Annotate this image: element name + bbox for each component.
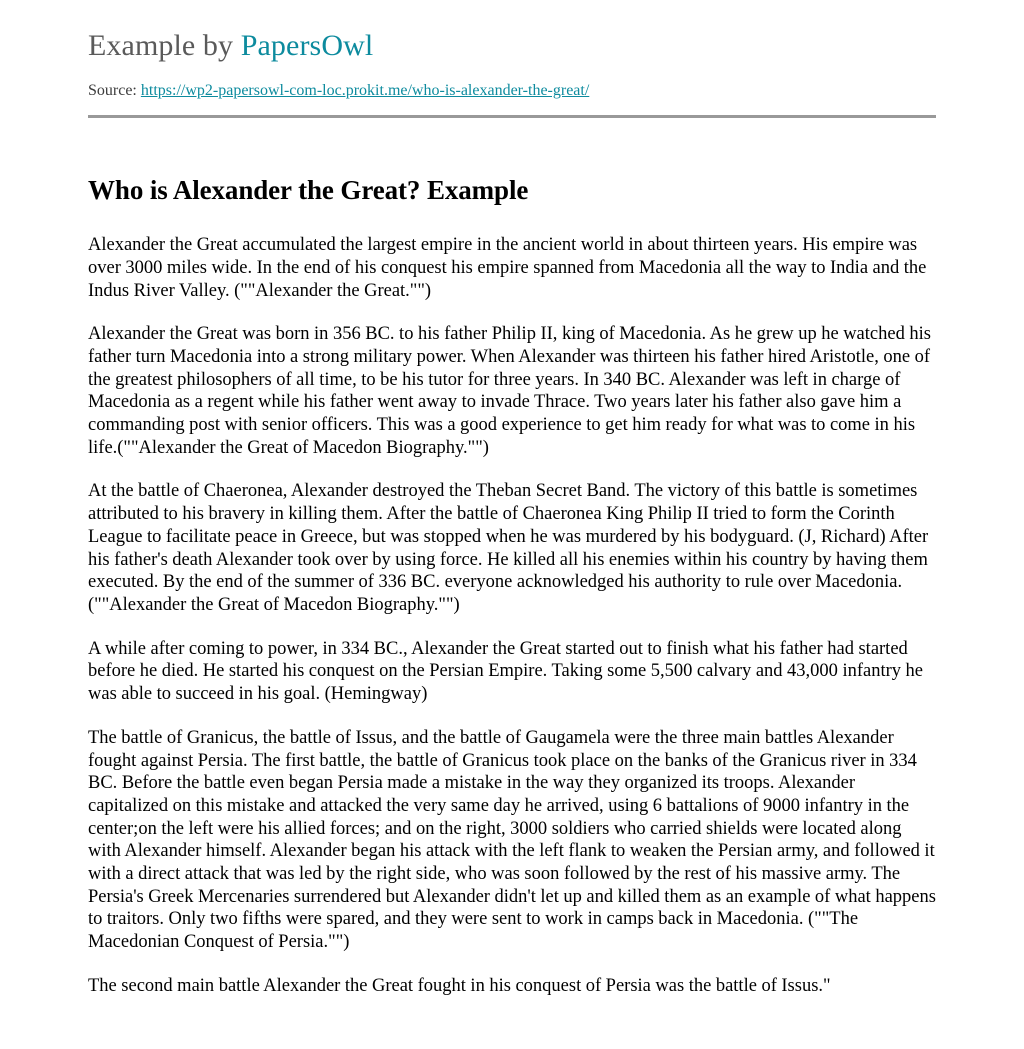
page-header bbox=[0, 0, 1024, 101]
article-paragraph: A while after coming to power, in 334 BC., Alexander the Great started out to finish what his father had started before he died. He started his conquest on the Persian Empire. Taking some 5,500 calvary and 43,000 infantry he was able to succeed in his goal. (Hemingway) bbox=[88, 638, 923, 705]
article-paragraph: The battle of Granicus, the battle of Issus, and the battle of Gaugamela were the three main battles Alexander fought against Persia. The first battle, the battle of Granicus took place on the banks of the Granicus river in 334 BC. Before the battle even began Persia made a mistake in the way they organized its troops. Alexander capitalized on this mistake and attacked the very same day he arrived, using 6 battalions of 9000 infantry in the center;on the left were his allied forces; and on the right, 3000 soldiers who carried shields were located along with Alexander himself. Alexander began his attack with the left flank to weaken the Persian army, and followed it with a direct attack that was led by the right side, who was soon followed by the rest of his massive army. The Persia's Greek Mercenaries surrendered but Alexander didn't let up and killed them as an example of what happens to traitors. Only two fifths were spared, and they were sent to work in camps back in Macedonia. (""The Macedonian Conquest of Persia."") bbox=[88, 727, 936, 953]
article-paragraph: Alexander the Great accumulated the largest empire in the ancient world in about thirteen years. His empire was over 3000 miles wide. In the end of his conquest his empire spanned from Macedonia all the way to India and the Indus River Valley. (""Alexander the Great."") bbox=[88, 235, 927, 301]
article-body bbox=[88, 234, 936, 997]
header-divider bbox=[88, 115, 936, 118]
brand-name-papersowl: PapersOwl bbox=[240, 29, 374, 62]
page-title: Who is Alexander the Great? Example bbox=[88, 175, 529, 206]
article-paragraph: Alexander the Great was born in 356 BC. to his father Philip II, king of Macedonia. As he grew up he watched his father turn Macedonia into a strong military power. When Alexander was thirteen his father hired Aristotle, one of the greatest philosophers of all time, to be his tutor for three years. In 340 BC. Alexander was left in charge of Macedonia as a regent while his father went away to invade Thrace. Two years later his father also gave him a commanding post with senior officers. This was a good experience to get him ready for what was to come in his life.(""Alexander the Great of Macedon Biography."") bbox=[88, 324, 931, 458]
brand-heading bbox=[88, 28, 936, 65]
source-line bbox=[88, 81, 936, 102]
source-label: Source: bbox=[88, 81, 137, 99]
source-url-link[interactable]: https://wp2-papersowl-com-loc.prokit.me/who-is-alexander-the-great/ bbox=[140, 81, 590, 99]
article-paragraph: The second main battle Alexander the Great fought in his conquest of Persia was the battle of Issus." bbox=[88, 975, 831, 996]
article-content bbox=[0, 174, 1024, 997]
brand-prefix-text: Example by bbox=[88, 29, 241, 62]
article-paragraph: At the battle of Chaeronea, Alexander destroyed the Theban Secret Band. The victory of this battle is sometimes attributed to his bravery in killing them. After the battle of Chaeronea King Philip II tried to form the Corinth League to facilitate peace in Greece, but was stopped when he was murdered by his bodyguard. (J, Richard) After his father's death Alexander took over by using force. He killed all his enemies within his country by having them executed. By the end of the summer of 336 BC. everyone acknowledged his authority to rule over Macedonia. (""Alexander the Great of Macedon Biography."") bbox=[88, 481, 929, 615]
